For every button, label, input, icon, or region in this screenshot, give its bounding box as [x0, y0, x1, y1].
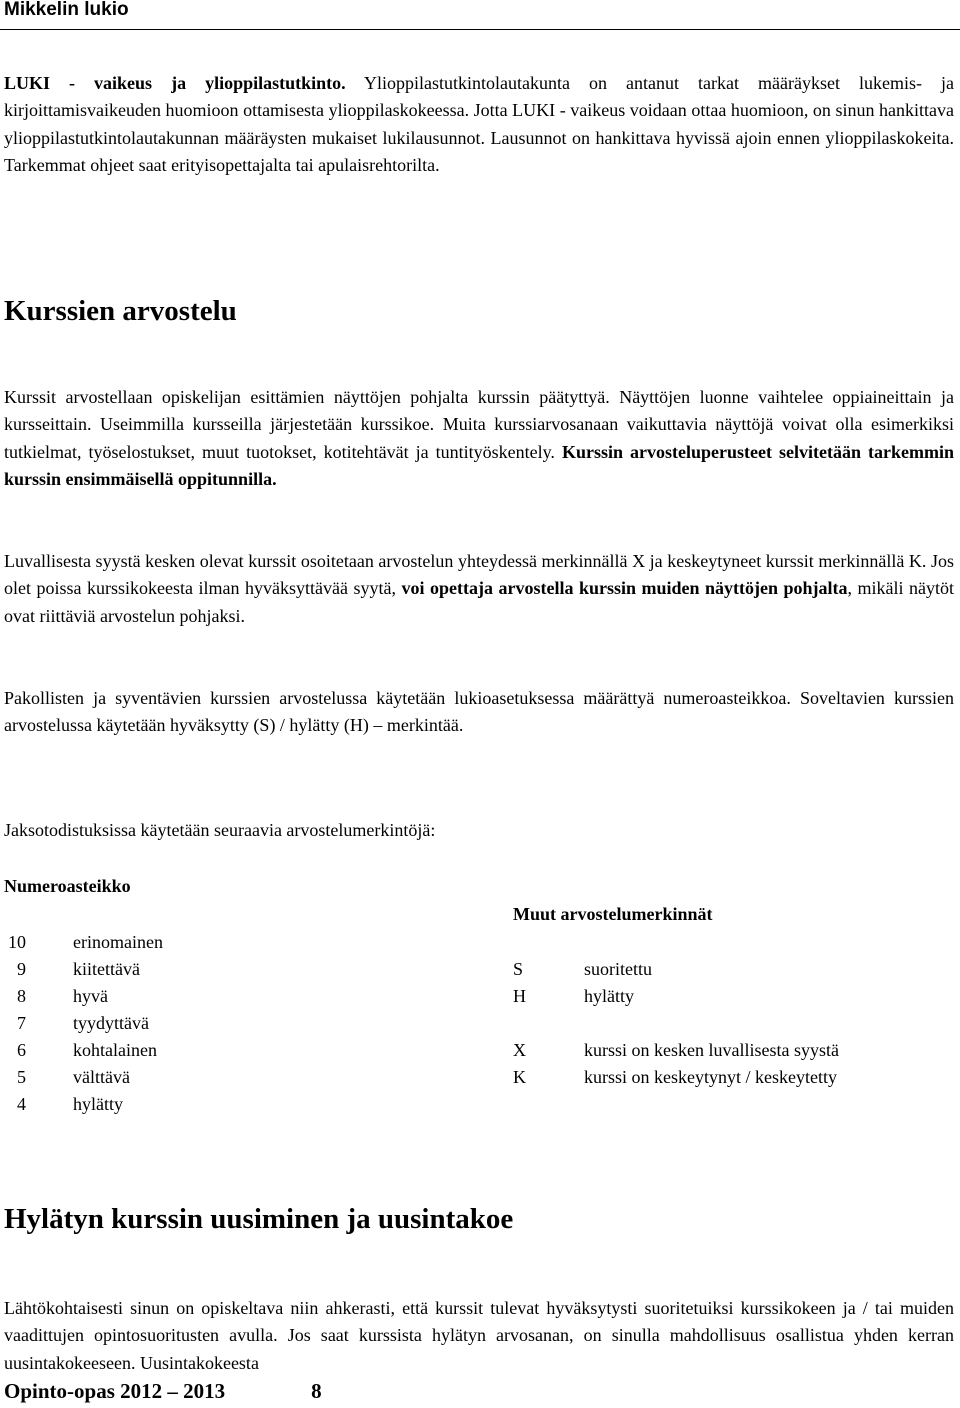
footer-guide-title: Opinto-opas 2012 – 2013 [4, 1379, 226, 1403]
p2-text-2: , mikäli näytöt ovat riittäviä arvostelun pohjaksi. [4, 578, 955, 626]
mark-code: S [513, 959, 524, 979]
grade-label: erinomainen [73, 932, 163, 952]
mark-code: K [513, 1067, 526, 1087]
mark-label: hylätty [584, 986, 634, 1006]
page-footer [4, 1379, 322, 1404]
header-divider [0, 29, 960, 30]
grade-label: tyydyttävä [73, 1013, 149, 1033]
mark-label: kurssi on keskeytynyt / keskeytetty [584, 1067, 837, 1087]
page-number: 8 [311, 1379, 322, 1403]
mark-label: kurssi on kesken luvallisesta syystä [584, 1040, 839, 1060]
grade-row [4, 1067, 944, 1094]
grade-row [4, 1013, 944, 1040]
grade-number: 8 [17, 986, 26, 1006]
mark-code: X [513, 1040, 526, 1060]
grade-number: 10 [8, 932, 26, 952]
section-heading-arvostelu: Kurssien arvostelu [4, 295, 237, 327]
grade-label: hyvä [73, 986, 108, 1006]
luki-paragraph [4, 70, 954, 179]
mark-label: suoritettu [584, 959, 652, 979]
p1-text: Kurssit arvostellaan opiskelijan esittämien näyttöjen pohjalta kurssin päätyttyä. Näyttöjen luonne vaihtelee oppiaineittain ja kursseittain. Useimmilla kursseilla järjestetään kurssikoe. Muita kurssiarvosanaan vaikuttavia näyttöjä voivat olla esimerkiksi tutkielmat, työselostukset, muut tuotokset, kotitehtävät ja tuntityöskentely. [4, 387, 954, 462]
grade-label: välttävä [73, 1067, 130, 1087]
grade-number: 5 [17, 1067, 26, 1087]
grade-row [4, 959, 944, 986]
grades-title: Numeroasteikko [4, 876, 131, 896]
grade-row [4, 1094, 944, 1121]
arvostelu-paragraph-3: Pakollisten ja syventävien kurssien arvostelussa käytetään lukioasetuksessa määrättyä numeroasteikkoa. Soveltavien kurssien arvostelussa käytetään hyväksytty (S) / hylätty (H) – merkintää. [4, 688, 954, 736]
arvostelu-paragraph-1 [4, 384, 954, 493]
grade-label: kohtalainen [73, 1040, 157, 1060]
luki-text: Ylioppilastutkintolautakunta on antanut tarkat määräykset lukemis- ja kirjoittamisvaikeuden huomioon ottamisesta ylioppilaskokeessa. Jotta LUKI - vaikeus voidaan ottaa huomioon, on sinun hankittava ylioppilastutkintolautakunnan määräysten mukaiset lukilausunnot. Lausunnot on hankittava hyvissä ajoin ennen ylioppilaskokeita. Tarkemmat ohjeet saat erityisopettajalta tai apulaisrehtorilta. [4, 73, 955, 175]
grade-row [4, 986, 944, 1013]
grade-number: 9 [17, 959, 26, 979]
arvostelu-paragraph-4: Jaksotodistuksissa käytetään seuraavia arvostelumerkintöjä: [4, 820, 436, 840]
mark-code: H [513, 986, 526, 1006]
p2-bold: voi opettaja arvostella kurssin muiden näyttöjen pohjalta [401, 578, 848, 599]
arvostelu-paragraph-2 [4, 548, 954, 630]
grade-number: 6 [17, 1040, 26, 1060]
grade-row [4, 932, 944, 959]
grade-label: kiitettävä [73, 959, 140, 979]
page-header-school: Mikkelin lukio [4, 0, 129, 20]
luki-lead: LUKI - vaikeus ja ylioppilastutkinto. [4, 73, 346, 93]
grade-number: 7 [17, 1013, 26, 1033]
other-marks-title: Muut arvostelumerkinnät [513, 904, 713, 924]
grade-number: 4 [17, 1094, 26, 1114]
section-heading-uusiminen: Hylätyn kurssin uusiminen ja uusintakoe [4, 1203, 514, 1235]
grade-row [4, 1040, 944, 1067]
grade-label: hylätty [73, 1094, 123, 1114]
p2-text-1: Luvallisesta syystä kesken olevat kurssit osoitetaan arvostelun yhteydessä merkinnällä X ja keskeytyneet kurssit merkinnällä K. Jos olet poissa kurssikokeesta ilman hyväksyttävää syytä, [4, 551, 954, 599]
uusiminen-paragraph: Lähtökohtaisesti sinun on opiskeltava niin ahkerasti, että kurssit tulevat hyväksytysti suoritetuiksi kurssikokeen ja / tai muiden vaadittujen opintosuoritusten avulla. Jos saat kurssista hylätyn arvosanan, on sinulla mahdollisuus osallistua yhden kerran uusintakokeeseen. Uusintakokeesta [4, 1298, 954, 1373]
p1-bold: Kurssin arvosteluperusteet selvitetään tarkemmin kurssin ensimmäisellä oppitunnilla. [4, 441, 955, 489]
